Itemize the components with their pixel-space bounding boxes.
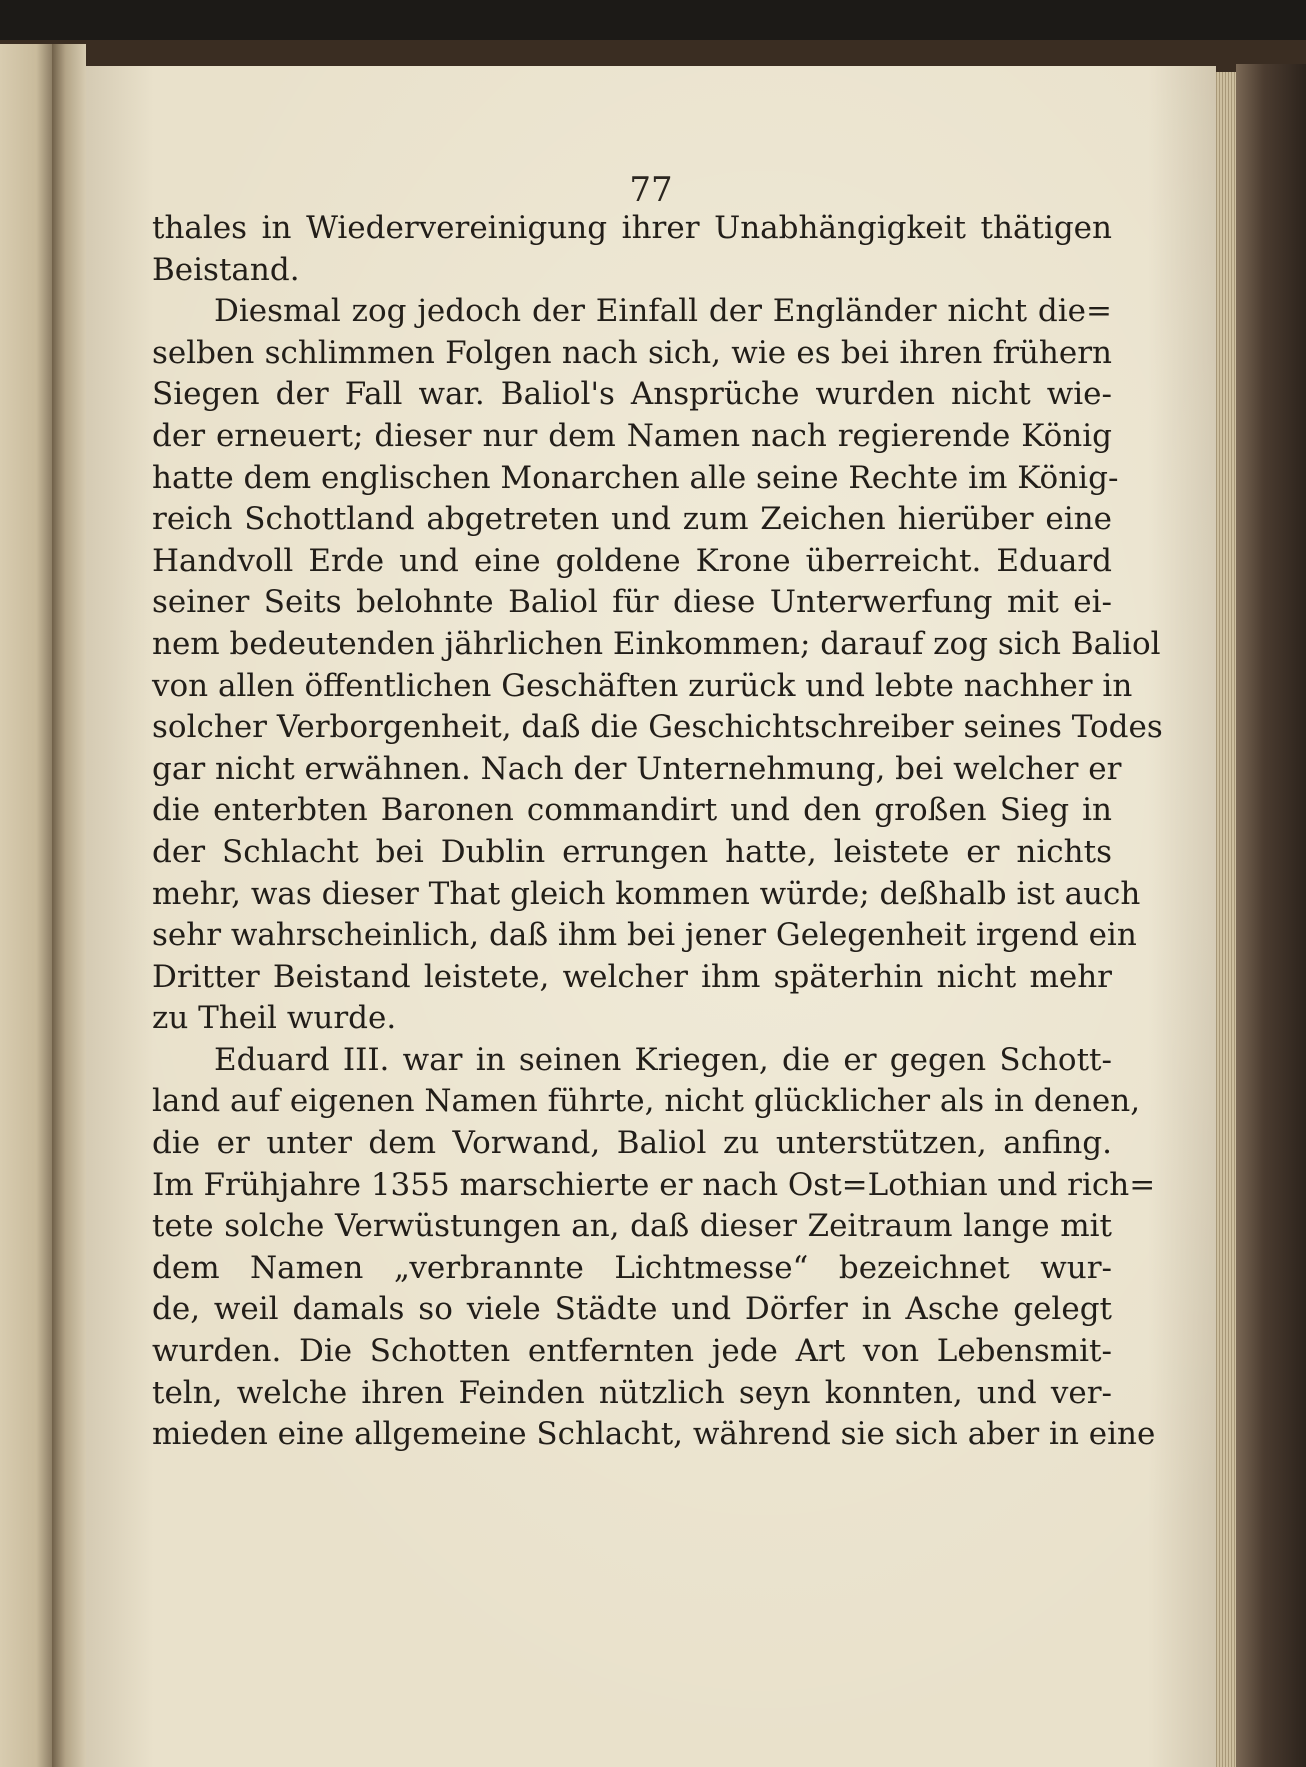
book-page	[86, 66, 1216, 1767]
text-line: mieden eine allgemeine Schlacht, während sie sich aber in eine	[152, 1416, 1156, 1453]
text-line: Eduard III. war in seinen Kriegen, die er gegen Schott-	[214, 1041, 1112, 1078]
text-line: Handvoll Erde und eine goldene Krone überreicht. Eduard	[152, 542, 1112, 579]
page-text	[152, 208, 1163, 1456]
text-line: selben schlimmen Folgen nach sich, wie es bei ihren frühern	[152, 334, 1112, 371]
text-line: gar nicht erwähnen. Nach der Unternehmung, bei welcher er	[152, 750, 1122, 787]
text-line: wurden. Die Schotten entfernten jede Art von Lebensmit-	[152, 1333, 1112, 1370]
page-number: 77	[629, 170, 673, 210]
text-line: die enterbten Baronen commandirt und den großen Sieg in	[152, 792, 1112, 829]
text-line: Dritter Beistand leistete, welcher ihm späterhin nicht mehr	[152, 958, 1112, 995]
text-line: de, weil damals so viele Städte und Dörfer in Asche gelegt	[152, 1291, 1112, 1328]
text-line: Beistand.	[152, 251, 300, 288]
text-line: von allen öffentlichen Geschäften zurück und lebte nachher in	[152, 667, 1133, 704]
text-line: Im Frühjahre 1355 marschierte er nach Ost=Lothian und rich=	[152, 1166, 1156, 1203]
text-line: solcher Verborgenheit, daß die Geschichtschreiber seines Todes	[152, 709, 1163, 746]
text-line: nem bedeutenden jährlichen Einkommen; darauf zog sich Baliol	[152, 625, 1161, 662]
text-line: teln, welche ihren Feinden nützlich seyn konnten, und ver-	[152, 1374, 1112, 1411]
text-line: reich Schottland abgetreten und zum Zeichen hierüber eine	[152, 501, 1112, 538]
text-line: der erneuert; dieser nur dem Namen nach regierende König	[152, 417, 1112, 454]
book-cover-edge	[1236, 64, 1306, 1767]
text-line: Diesmal zog jedoch der Einfall der Engländer nicht die=	[214, 293, 1112, 330]
text-line: tete solche Verwüstungen an, daß dieser Zeitraum lange mit	[152, 1208, 1112, 1245]
book-gutter	[52, 44, 86, 1767]
facing-page-edge	[0, 44, 52, 1767]
text-line: zu Theil wurde.	[152, 1000, 397, 1037]
text-line: land auf eigenen Namen führte, nicht glücklicher als in denen,	[152, 1083, 1141, 1120]
text-line: hatte dem englischen Monarchen alle seine Rechte im König-	[152, 459, 1119, 496]
text-line: Siegen der Fall war. Baliol's Ansprüche wurden nicht wie-	[152, 376, 1112, 413]
text-line: mehr, was dieser That gleich kommen würde; deßhalb ist auch	[152, 875, 1141, 912]
text-line: thales in Wiedervereinigung ihrer Unabhängigkeit thätigen	[152, 210, 1112, 246]
text-line: die er unter dem Vorwand, Baliol zu unterstützen, anfing.	[152, 1125, 1112, 1162]
text-line: der Schlacht bei Dublin errungen hatte, leistete er nichts	[152, 833, 1112, 870]
text-line: seiner Seits belohnte Baliol für diese Unterwerfung mit ei-	[152, 584, 1112, 621]
text-line: dem Namen „verbrannte Lichtmesse“ bezeichnet wur-	[152, 1249, 1112, 1286]
text-line: sehr wahrscheinlich, daß ihm bei jener Gelegenheit irgend ein	[152, 917, 1137, 954]
